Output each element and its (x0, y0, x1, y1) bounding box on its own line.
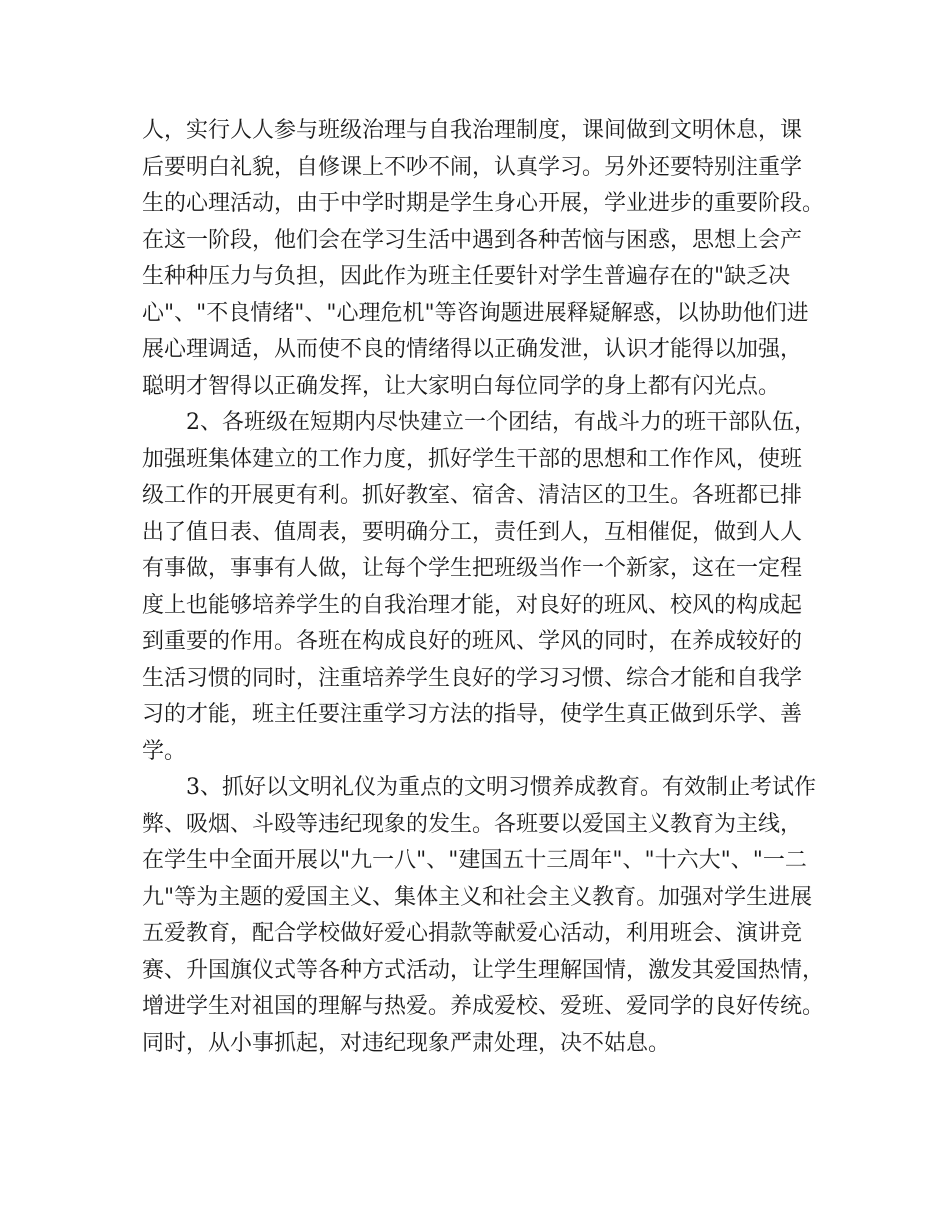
text-line: 聪明才智得以正确发挥，让大家明白每位同学的身上都有闪光点。 (142, 373, 781, 399)
text-line: 五爱教育，配合学校做好爱心捐款等献爱心活动，利用班会、演讲竞 (142, 921, 803, 946)
text-line: 后要明白礼貌，自修课上不吵不闹，认真学习。另外还要特别注重学 (142, 154, 803, 180)
text-line: 生的心理活动，由于中学时期是学生身心开展，学业进步的重要阶段。 (142, 191, 825, 216)
text-line: 到重要的作用。各班在构成良好的班风、学风的同时，在养成较好的 (142, 629, 803, 654)
text-line: 在学生中全面开展以"九一八"、"建国五十三周年"、"十六大"、"一二 (142, 848, 807, 873)
text-line: 2、各班级在短期内尽快建立一个团结，有战斗力的班干部队伍， (186, 410, 816, 435)
paragraph-2 (142, 405, 822, 770)
text-line: 生活习惯的同时，注重培养学生良好的学习习惯、综合才能和自我学 (142, 665, 803, 691)
paragraph-1 (142, 113, 825, 405)
text-line: 增进学生对祖国的理解与热爱。养成爱校、爱班、爱同学的良好传统。 (142, 994, 825, 1019)
text-line: 学。 (142, 738, 187, 764)
text-line: 九"等为主题的爱国主义、集体主义和社会主义教育。加强对学生进展 (142, 884, 813, 910)
text-line: 展心理调适，从而使不良的情绪得以正确发泄，认识才能得以加强， (142, 337, 803, 362)
text-line: 级工作的开展更有利。抓好教室、宿舍、清洁区的卫生。各班都已排 (142, 483, 803, 508)
document-body (142, 113, 825, 1062)
text-line: 同时，从小事抓起，对违纪现象严肃处理，决不姑息。 (142, 1030, 671, 1056)
text-line: 加强班集体建立的工作力度，抓好学生干部的思想和工作作风，使班 (142, 446, 803, 472)
text-line: 心"、"不良情绪"、"心理危机"等咨询题进展释疑解惑，以协助他们进 (142, 300, 809, 326)
text-line: 3、抓好以文明礼仪为重点的文明习惯养成教育。有效制止考试作 (186, 775, 816, 800)
text-line: 习的才能，班主任要注重学习方法的指导，使学生真正做到乐学、善 (142, 702, 803, 727)
text-line: 有事做，事事有人做，让每个学生把班级当作一个新家，这在一定程 (142, 556, 803, 581)
text-line: 人，实行人人参与班级治理与自我治理制度，课间做到文明休息，课 (142, 118, 803, 143)
text-line: 出了值日表、值周表，要明确分工，责任到人，互相催促，做到人人 (142, 519, 803, 545)
text-line: 赛、升国旗仪式等各种方式活动，让学生理解国情，激发其爱国热情， (142, 957, 825, 983)
paragraph-3 (142, 770, 825, 1062)
text-line: 弊、吸烟、斗殴等违纪现象的发生。各班要以爱国主义教育为主线， (142, 811, 803, 837)
text-line: 在这一阶段，他们会在学习生活中遇到各种苦恼与困惑，思想上会产 (142, 227, 803, 253)
text-line: 生种种压力与负担，因此作为班主任要针对学生普遍存在的"缺乏决 (142, 264, 791, 289)
text-line: 度上也能够培养学生的自我治理才能，对良好的班风、校风的构成起 (142, 592, 803, 618)
